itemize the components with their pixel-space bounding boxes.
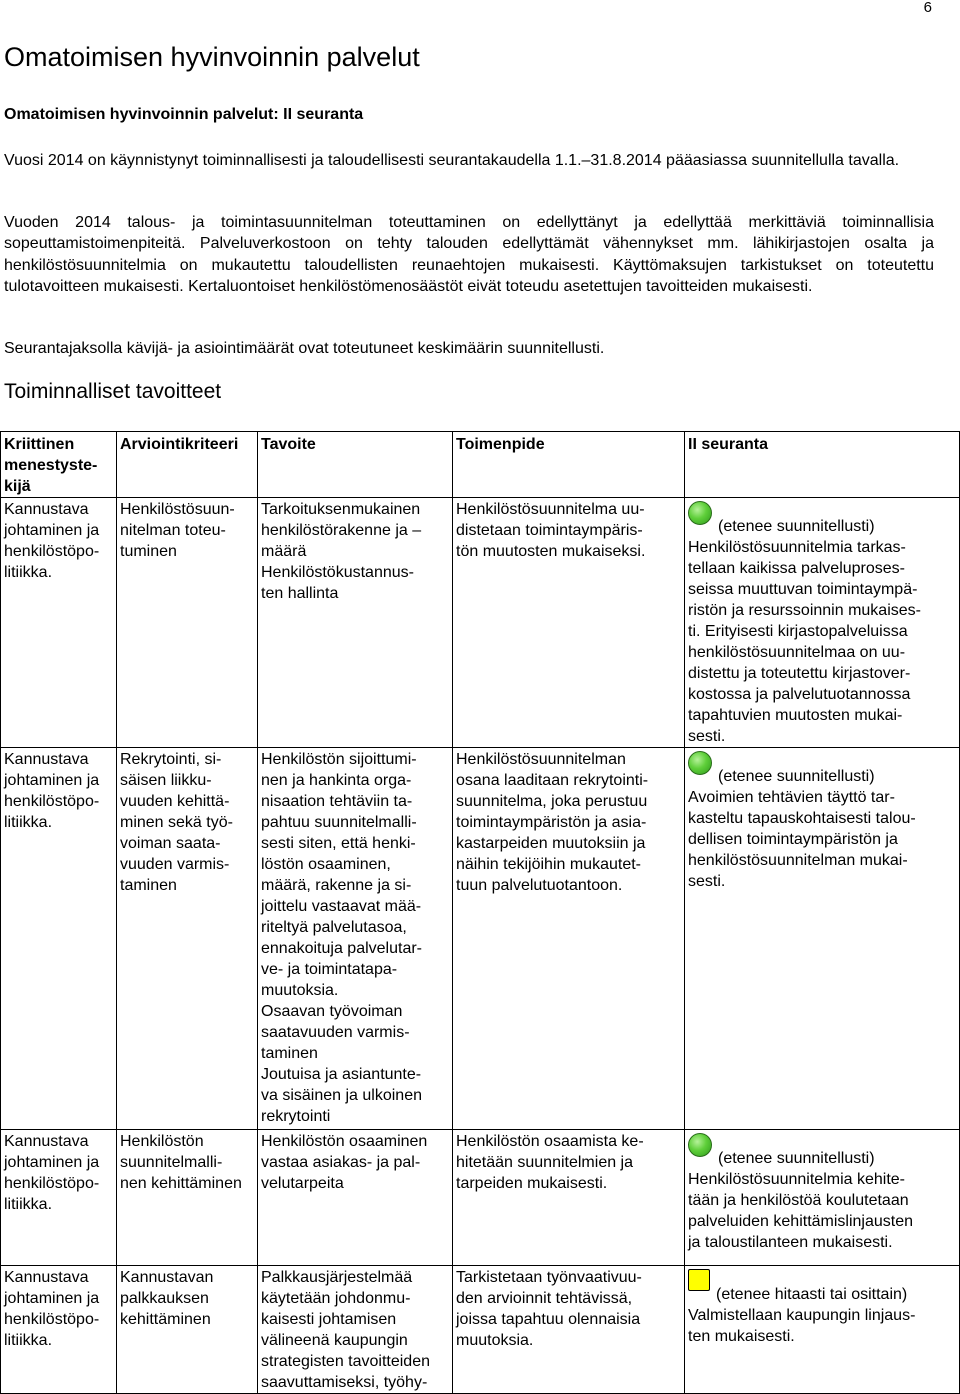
table-row (1, 498, 960, 748)
header-action: Toimenpide (453, 432, 685, 498)
status-label: (etenee suunnitellusti) (718, 518, 875, 535)
page-title: Omatoimisen hyvinvoinnin palvelut (4, 42, 420, 72)
status-cell (685, 1130, 960, 1266)
page-number: 6 (923, 0, 932, 16)
status-note: Avoimien tehtävien täyttö tar- kasteltu tapauskohtaisesti talou- dellisen toimintaympäristön ja henkilöstösuunnitelman mukai- sesti. (688, 789, 916, 890)
status-label: (etenee suunnitellusti) (718, 768, 875, 785)
status-note: Valmistellaan kaupungin linjaus- ten mukaisesti. (688, 1307, 916, 1345)
header-status: II seuranta (685, 432, 960, 498)
status-label: (etenee suunnitellusti) (718, 1150, 875, 1167)
status-cell (685, 1266, 960, 1394)
goals-heading: Toiminnalliset tavoitteet (4, 380, 222, 403)
status-cell (685, 748, 960, 1130)
table-header-row (1, 432, 960, 498)
factor-cell: Kannustava johtaminen ja henkilöstöpo- litiikka. (1, 1266, 117, 1394)
table-row (1, 748, 960, 1130)
goal-cell: Tarkoituksenmukainen henkilöstörakenne ja – määrä Henkilöstökustannus- ten hallinta (258, 498, 453, 748)
criterion-cell: Henkilöstösuun- nitelman toteu- tuminen (117, 498, 258, 748)
goal-cell: Palkkausjärjestelmää käytetään johdonmu- kaisesti johtamisen välineenä kaupungin strategisten tavoitteiden saavuttamiseksi, työhy- (258, 1266, 453, 1394)
goals-table (0, 431, 960, 1394)
green-status-light-icon (688, 501, 712, 525)
action-cell: Henkilöstösuunnitelman osana laaditaan rekrytointi- suunnitelma, joka perustuu toimintaympäristön ja asia- kastarpeiden muutoksiin ja näihin tekijöihin mukautet- tuun palvelutuotantoon. (453, 748, 685, 1130)
green-status-light-icon (688, 1133, 712, 1157)
adjustment-paragraph: Vuoden 2014 talous- ja toimintasuunnitelman toteuttaminen on edellyttänyt ja edellyttää merkittäviä toiminnallisia sopeuttamistoimenpiteitä. Palveluverkostoon on tehty talouden edellyttämät vähennykset mm. lähikirjastojen osalta ja henkilöstösuunnitelmia on mukautettu taloudellisten reunaehtojen mukaisesti. Käyttömaksujen tarkistukset on toteutettu tulotavoitteen mukaisesti. Kertaluontoiset henkilöstömenosäästöt eivät toteudu asetettujen tavoitteiden mukaisesti. (4, 214, 934, 296)
factor-cell: Kannustava johtaminen ja henkilöstöpo- litiikka. (1, 748, 117, 1130)
intro-paragraph: Vuosi 2014 on käynnistynyt toiminnallisesti ja taloudellisesti seurantakaudella 1.1.–31.8.2014 pääasiassa suunnitellulla tavalla. (4, 152, 900, 169)
status-note: Henkilöstösuunnitelmia tarkas- tellaan kaikissa palveluproses- seissa muuttuvan toimintaympä- ristön ja resurssoinnin mukaises- ti. Erityisesti kirjastopalveluissa henkilöstösuunnitelmaa on uu- distettu ja toteutettu kirjastover- kostossa ja palvelutuotannossa tapahtuvien muutosten mukai- sesti. (688, 539, 921, 745)
criterion-cell: Kannustavan palkkauksen kehittäminen (117, 1266, 258, 1394)
action-cell: Henkilöstön osaamista ke- hitetään suunnitelmien ja tarpeiden mukaisesti. (453, 1130, 685, 1266)
green-status-light-icon (688, 751, 712, 775)
status-note: Henkilöstösuunnitelmia kehite- tään ja henkilöstöä koulutetaan palveluiden kehittämislinjausten ja taloustilanteen mukaisesti. (688, 1171, 914, 1251)
header-goal: Tavoite (258, 432, 453, 498)
section-subtitle: Omatoimisen hyvinvoinnin palvelut: II seuranta (4, 106, 364, 123)
header-factor: Kriittinen menestyste- kijä (1, 432, 117, 498)
status-cell (685, 498, 960, 748)
table-row (1, 1130, 960, 1266)
table-row (1, 1266, 960, 1394)
action-cell: Tarkistetaan työnvaativuu- den arvioinnit tehtävissä, joissa tapahtuu olennaisia muutoksia. (453, 1266, 685, 1394)
goal-cell: Henkilöstön osaaminen vastaa asiakas- ja pal- velutarpeita (258, 1130, 453, 1266)
action-cell: Henkilöstösuunnitelma uu- distetaan toimintaympäris- tön muutosten mukaiseksi. (453, 498, 685, 748)
status-label: (etenee hitaasti tai osittain) (716, 1286, 908, 1303)
factor-cell: Kannustava johtaminen ja henkilöstöpo- litiikka. (1, 1130, 117, 1266)
criterion-cell: Henkilöstön suunnitelmalli- nen kehittäminen (117, 1130, 258, 1266)
visitor-paragraph: Seurantajaksolla kävijä- ja asiointimäärät ovat toteutuneet keskimäärin suunnitellusti. (4, 340, 605, 357)
criterion-cell: Rekrytointi, si- säisen liikku- vuuden kehittä- minen sekä työ- voiman saata- vuuden varmis- taminen (117, 748, 258, 1130)
header-criterion: Arviointikriteeri (117, 432, 258, 498)
yellow-status-light-icon (688, 1269, 710, 1291)
factor-cell: Kannustava johtaminen ja henkilöstöpo- litiikka. (1, 498, 117, 748)
goal-cell: Henkilöstön sijoittumi- nen ja hankinta orga- nisaation tehtäviin ta- pahtuu suunnitelmalli- sesti siten, että henki- löstön osaaminen, määrä, rakenne ja si- joittelu vastaavat mää- riteltyä palvelutasoa, ennakoituja palvelutar- ve- ja toimintatapa- muutoksia. Osaavan työvoiman saatavuuden varmis- taminen Joutuisa ja asiantunte- va sisäinen ja ulkoinen rekrytointi (258, 748, 453, 1130)
